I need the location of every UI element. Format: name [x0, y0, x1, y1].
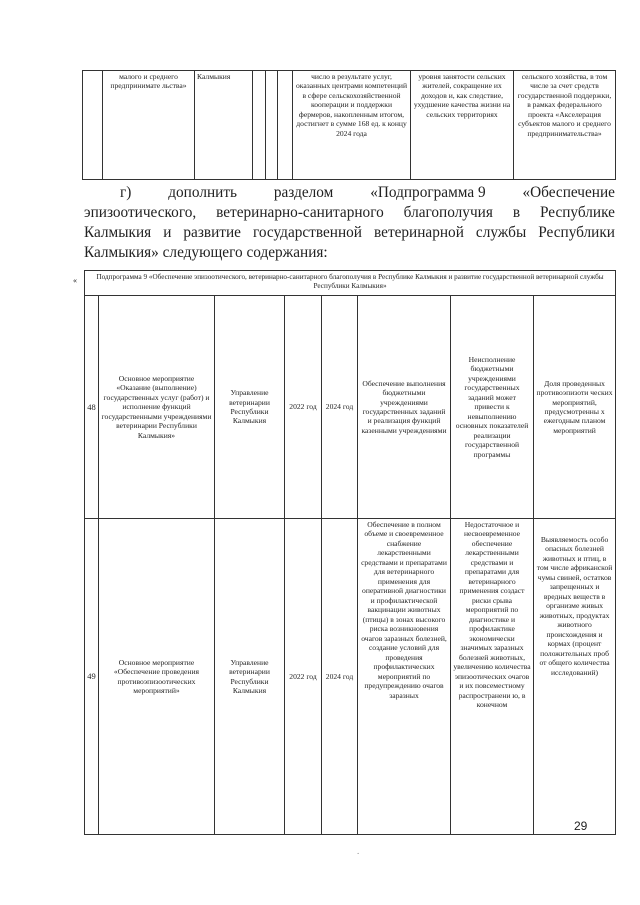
- paragraph-line-2: эпизоотического, ветеринарно-санитарного благополучия в Республике: [84, 204, 615, 221]
- opening-quote: «: [73, 276, 77, 285]
- event-cell: малого и среднего предпринимате льства»: [103, 71, 195, 180]
- end-cell: [266, 71, 278, 180]
- start-year-cell: 2022 год: [285, 519, 322, 835]
- paragraph-line-3: Калмыкия и развитие государственной ветеринарной службы Республики: [84, 224, 615, 241]
- page-number: 29: [574, 819, 588, 833]
- subprogram-table: [84, 270, 616, 835]
- consequence-cell: Неисполнение бюджетными учреждениями государственных заданий может привести к невыполнению основных показателей реализации государственной программы: [451, 296, 534, 519]
- row-number: 49: [85, 519, 99, 835]
- consequence-cell: Недостаточное и несвоевременное обеспечение лекарственными средствами и препаратами для ветеринарного применения создаст риски срыва мероприятий по диагностике и профилактике экономически значимых заразных болезней животных, увеличению количества эпизоотических очагов и их повсеместному распространени ю, в конечном: [451, 519, 534, 835]
- event-cell: Основное мероприятие «Оказание (выполнение) государственных услуг (работ) и исполнение функций государственными учреждениями ветеринарии Республики Калмыкия»: [99, 296, 215, 519]
- indicator-cell: Выявляемость особо опасных болезней животных и птиц, в том числе африканской чумы свиней, остатков запрещенных и вредных веществ в организме живых животных, продуктах животного происхождения и кормах (процент положительных проб от общего количества исследований): [534, 519, 616, 835]
- row-number: 48: [85, 296, 99, 519]
- indicator-cell: Доля проведенных противоэпизоти ческих мероприятий, предусмотренны х ежегодным планом мероприятий: [534, 296, 616, 519]
- event-cell: Основное мероприятие «Обеспечение проведения противоэпизоотических мероприятий»: [99, 519, 215, 835]
- result-cell: Обеспечение выполнения бюджетными учреждениями государственных заданий и реализация функций казенными учреждениями: [358, 296, 451, 519]
- consequence-cell: уровня занятости сельских жителей, сокращение их доходов и, как следствие, ухудшение качества жизни на сельских территориях: [411, 71, 514, 180]
- executor-cell: Калмыкия: [195, 71, 253, 180]
- continued-table: [82, 70, 616, 180]
- result-cell: число в результате услуг, оказанных центрами компетенций в сфере сельскохозяйственной кооперации и поддержки фермеров, накопленным итогом, достигнет в сумме 168 ед. к концу 2024 года: [293, 71, 411, 180]
- spacer-cell: [278, 71, 293, 180]
- table-header-row: [85, 271, 616, 296]
- paragraph-line-1: г) дополнить разделом «Подпрограмма 9 «Обеспечение: [120, 184, 615, 201]
- result-cell: Обеспечение в полном объеме и своевременное снабжение лекарственными средствами и препаратами для ветеринарного применения для оперативной диагностики и профилактической вакцинации животных (птицы) в зонах высокого риска возникновения очагов заразных болезней, создание условий для проведения профилактических мероприятий по предупреждению очагов заразных: [358, 519, 451, 835]
- executor-cell: Управление ветеринарии Республики Калмыкия: [215, 296, 285, 519]
- table-row: [85, 296, 616, 519]
- end-year-cell: 2024 год: [322, 296, 358, 519]
- subprogram-header: Подпрограмма 9 «Обеспечение эпизоотического, ветеринарно-санитарного благополучия в Республике Калмыкия и развитие государственной ветеринарной службы Республики Калмыкия»: [85, 271, 616, 296]
- row-number-cell: [83, 71, 103, 180]
- end-year-cell: 2024 год: [322, 519, 358, 835]
- footer-mark: .: [357, 846, 360, 856]
- paragraph-line-4: Калмыкия» следующего содержания:: [84, 244, 328, 261]
- start-cell: [253, 71, 266, 180]
- body-paragraph: [84, 183, 615, 263]
- indicator-cell: сельского хозяйства, в том числе за счет средств государственной поддержки, в рамках федерального проекта «Акселерация субъектов малого и среднего предпринимательства»: [514, 71, 616, 180]
- start-year-cell: 2022 год: [285, 296, 322, 519]
- table-row: [83, 71, 616, 180]
- table-row: [85, 519, 616, 835]
- executor-cell: Управление ветеринарии Республики Калмыкия: [215, 519, 285, 835]
